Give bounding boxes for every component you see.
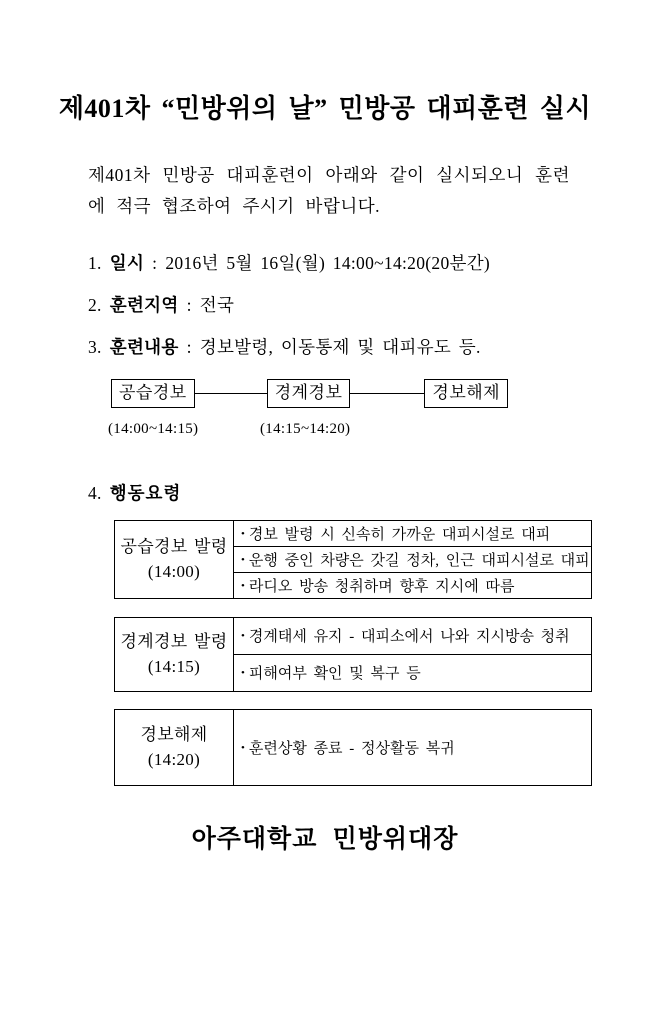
document-page (0, 92, 650, 1021)
flow-box-all-clear: 경보해제 (424, 379, 508, 408)
item-number: 2. (88, 294, 102, 315)
flow-boxes-row (111, 379, 650, 408)
list-item-region (88, 295, 590, 315)
action-cell (234, 572, 592, 598)
list-item-datetime (88, 253, 590, 273)
item-value: 전국 (199, 294, 235, 315)
item-separator: : (186, 336, 192, 357)
flow-time-caution: (14:15~14:20) (260, 420, 351, 437)
numbered-list (88, 253, 590, 357)
item-value: 경보발령, 이동통제 및 대피유도 등. (199, 336, 481, 357)
item-label: 훈련내용 (109, 336, 179, 357)
action-tables (114, 520, 592, 786)
item-separator: : (186, 294, 192, 315)
air-raid-alert-table (114, 520, 592, 599)
action-text: 피해여부 확인 및 복구 등 (248, 666, 421, 683)
action-cell (234, 520, 592, 546)
action-text: 운행 중인 차량은 갓길 정차, 인근 대피시설로 대피 (248, 552, 590, 569)
phase-name: 경보해제 (140, 725, 208, 745)
list-item-content (88, 337, 590, 357)
flow-times-row (108, 420, 650, 439)
action-cell (234, 546, 592, 572)
phase-time: (14:00) (147, 562, 201, 582)
caution-alert-table (114, 617, 592, 692)
item-number: 3. (88, 336, 102, 357)
flow-box-air-raid-alert: 공습경보 (111, 379, 195, 408)
phase-cell-all-clear (115, 709, 234, 785)
intro-paragraph (88, 160, 570, 222)
section-number: 4. (88, 482, 102, 503)
intro-line: 에 적극 협조하여 주시기 바랍니다. (88, 195, 381, 216)
table-row (115, 520, 592, 546)
intro-line: 제401차 민방공 대피훈련이 아래와 같이 실시되오니 훈련 (88, 164, 570, 185)
flow-time-air-raid: (14:00~14:15) (108, 420, 199, 437)
item-value: 2016년 5월 16일(월) 14:00~14:20(20분간) (165, 252, 491, 273)
all-clear-table (114, 709, 592, 786)
phase-name: 경계경보 발령 (120, 632, 228, 652)
document-title: 제401차 “민방위의 날” 민방공 대피훈련 실시 (58, 94, 592, 123)
signature-line: 아주대학교 민방위대장 (191, 825, 459, 853)
item-label: 훈련지역 (109, 294, 179, 315)
phase-time: (14:15) (147, 657, 201, 677)
table-row (115, 709, 592, 785)
phase-cell-caution (115, 617, 234, 691)
table-row (115, 617, 592, 654)
phase-cell-air-raid (115, 520, 234, 598)
item-separator: : (152, 252, 158, 273)
phase-time: (14:20) (147, 750, 201, 770)
item-number: 1. (88, 252, 102, 273)
action-text: 경보 발령 시 신속히 가까운 대피시설로 대피 (248, 526, 551, 543)
action-text: 라디오 방송 청취하며 향후 지시에 따름 (248, 578, 515, 595)
bullet-icon: • (241, 630, 245, 643)
action-text: 훈련상황 종료 - 정상활동 복귀 (248, 740, 455, 757)
action-cell (234, 617, 592, 654)
alert-flow-diagram (108, 379, 650, 439)
bullet-icon: • (241, 527, 245, 540)
action-cell (234, 709, 592, 785)
bullet-icon: • (241, 741, 245, 754)
phase-name: 공습경보 발령 (120, 537, 228, 557)
section-label: 행동요령 (109, 482, 182, 503)
action-cell (234, 654, 592, 691)
flow-connector-line (350, 393, 424, 394)
flow-box-caution-alert: 경계경보 (267, 379, 351, 408)
item-label: 일시 (109, 252, 145, 273)
bullet-icon: • (241, 579, 245, 592)
bullet-icon: • (241, 553, 245, 566)
bullet-icon: • (241, 667, 245, 680)
action-text: 경계태세 유지 - 대피소에서 나와 지시방송 청취 (248, 629, 570, 646)
flow-connector-line (195, 393, 267, 394)
section-heading-actions (88, 483, 650, 503)
